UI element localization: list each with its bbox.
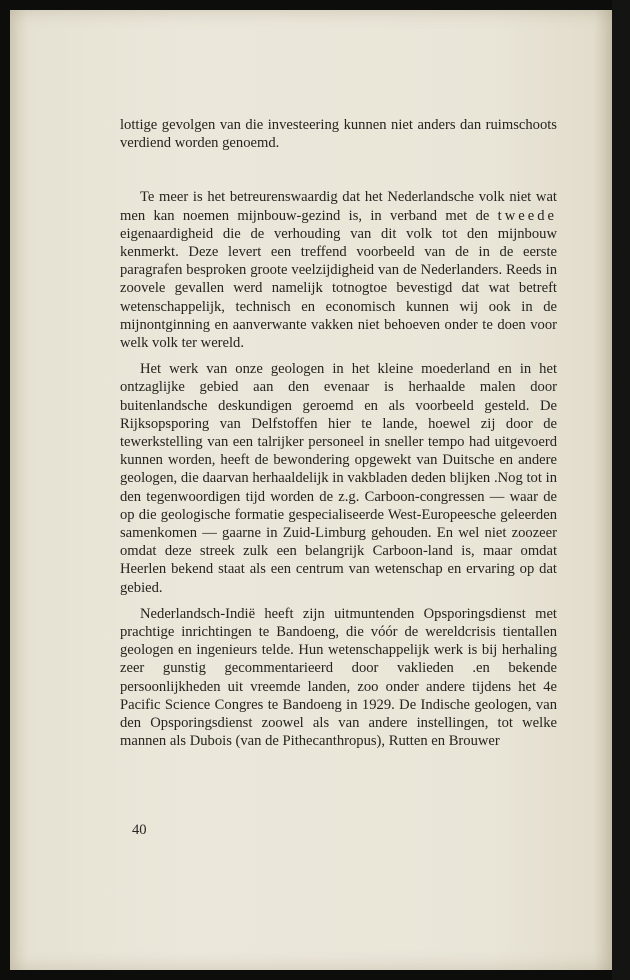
page-number: 40 [132,822,147,838]
paragraph [120,188,557,352]
book-spine-shadow [612,0,630,980]
emphasized-word: tweede [497,207,557,224]
body-text [120,116,557,751]
paragraph-text-end: eigenaardigheid die de verhouding van dit volk tot den mijnbouw kenmerkt. Deze levert een treffend voorbeeld van de in de eerste paragrafen besproken groote veelzijdigheid van de Nederlanders. Reeds in zoovele gevallen werd namelijk totnogtoe bevestigd dat wat betreft wetenschappelijk, technisch en economisch kunnen wij ook in de mijnontginning en aanverwante vakken niet behoeven onder te doen voor welk volk ter wereld. [120,225,557,352]
paragraph: Nederlandsch-Indië heeft zijn uitmuntenden Opsporingsdienst met prachtige inrichtingen te Bandoeng, die vóór de wereldcrisis tientallen geologen en ingenieurs telde. Hun wetenschappelijk werk is bij herhaling zeer gunstig gecommentarieerd door vaklieden .en bekende persoonlijkheden uit vreemde landen, zoo onder andere tijdens het 4e Pacific Science Congres te Bandoeng in 1929. De Indische geologen, van den Opsporingsdienst zoowel als van andere instellingen, tot welke mannen als Dubois (van de Pithecanthropus), Rutten en Brouwer [120,605,557,750]
book-page [10,10,612,970]
paragraph-continued: lottige gevolgen van die investeering kunnen niet anders dan ruimschoots verdiend worden genoemd. [120,117,557,152]
paragraph-text-start: Te meer is het betreurenswaardig dat het Nederlandsche volk niet wat men kan noemen mijnbouw-gezind is, in verband met de [120,189,557,224]
paragraph: Het werk van onze geologen in het kleine moederland en in het ontzaglijke gebied aan den evenaar is herhaalde malen door buitenlandsche deskundigen geroemd en als voorbeeld gesteld. De Rijksopsporing van Delfstoffen hier te lande, hoewel zij door de tewerkstelling van een talrijker personeel in sneller tempo had uitgevoerd kunnen worden, heeft de bewondering opgewekt van Duitsche en andere geologen, die daarvan herhaaldelijk in vakbladen deden blijken .Nog tot in den tegenwoordigen tijd worden de z.g. Carboon-congressen — waar de op die geologische formatie gespecialiseerde West-Europeesche geleerden samenkomen — gaarne in Zuid-Limburg gehouden. En wel niet zoozeer omdat deze streek zulk een belangrijk Carboon-land is, maar omdat Heerlen bekend staat als een centrum van wetenschap en ervaring op dat gebied. [120,361,557,596]
